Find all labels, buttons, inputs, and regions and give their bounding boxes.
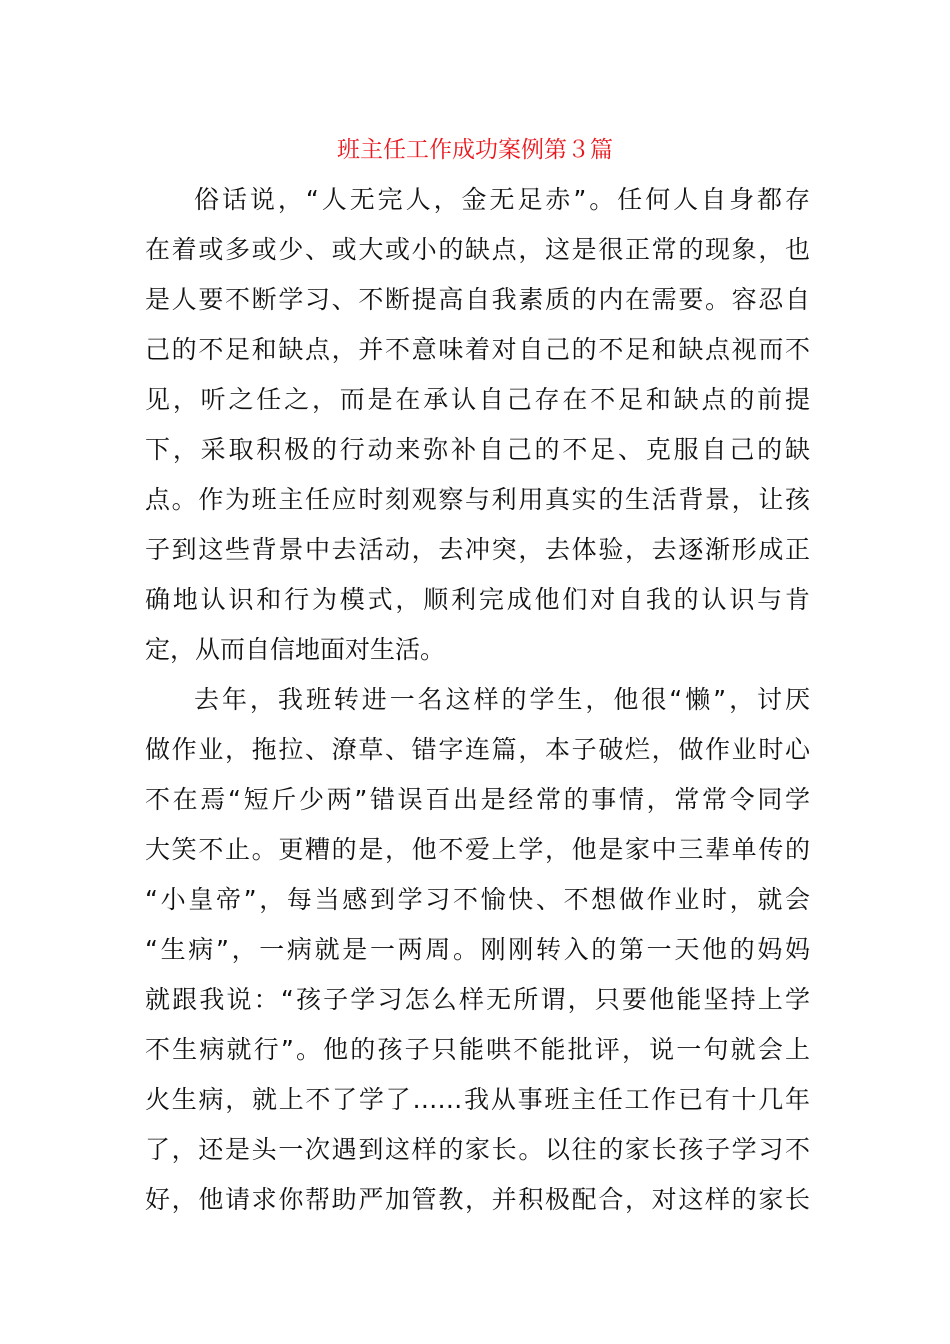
paragraph-2-line-10: 了，还是头一次遇到这样的家长。以往的家长孩子学习不 — [145, 1135, 810, 1164]
paragraph-1-line-9: 确地认识和行为模式，顺利完成他们对自我的认识与肯 — [145, 585, 810, 614]
document-title: 班主任工作成功案例第３篇 — [337, 137, 613, 163]
paragraph-2-line-4: 大笑不止。更糟的是，他不爱上学，他是家中三辈单传的 — [145, 835, 810, 864]
paragraph-2-line-9: 火生病，就上不了学了……我从事班主任工作已有十几年 — [145, 1085, 810, 1114]
paragraph-1-line-1: 俗话说，“人无完人，金无足赤”。任何人自身都存 — [194, 185, 810, 214]
paragraph-1-line-5: 见，听之任之，而是在承认自己存在不足和缺点的前提 — [145, 385, 810, 414]
paragraph-2-line-7: 就跟我说：“孩子学习怎么样无所谓，只要他能坚持上学 — [145, 985, 810, 1014]
document-body — [145, 175, 810, 1225]
paragraph-1-line-4: 己的不足和缺点，并不意味着对自己的不足和缺点视而不 — [145, 335, 810, 364]
paragraph-1-line-8: 子到这些背景中去活动，去冲突，去体验，去逐渐形成正 — [145, 535, 810, 564]
paragraph-2-line-6: “生病”，一病就是一两周。刚刚转入的第一天他的妈妈 — [145, 935, 810, 964]
paragraph-1-line-10: 定，从而自信地面对生活。 — [145, 635, 446, 664]
paragraph-1-line-6: 下，采取积极的行动来弥补自己的不足、克服自己的缺 — [145, 435, 810, 464]
paragraph-2-line-11: 好，他请求你帮助严加管教，并积极配合，对这样的家长 — [145, 1185, 810, 1214]
paragraph-1-line-7: 点。作为班主任应时刻观察与利用真实的生活背景，让孩 — [145, 485, 810, 514]
paragraph-1-line-2: 在着或多或少、或大或小的缺点，这是很正常的现象，也 — [145, 235, 810, 264]
paragraph-2-line-2: 做作业，拖拉、潦草、错字连篇，本子破烂，做作业时心 — [145, 735, 810, 764]
paragraph-2-line-3: 不在焉“短斤少两”错误百出是经常的事情，常常令同学 — [145, 785, 810, 814]
paragraph-2-line-1: 去年，我班转进一名这样的学生，他很“懒”，讨厌 — [194, 685, 810, 714]
paragraph-1-line-3: 是人要不断学习、不断提高自我素质的内在需要。容忍自 — [145, 285, 810, 314]
paragraph-2-line-8: 不生病就行”。他的孩子只能哄不能批评，说一句就会上 — [145, 1035, 810, 1064]
paragraph-2-line-5: “小皇帝”，每当感到学习不愉快、不想做作业时，就会 — [145, 885, 810, 914]
